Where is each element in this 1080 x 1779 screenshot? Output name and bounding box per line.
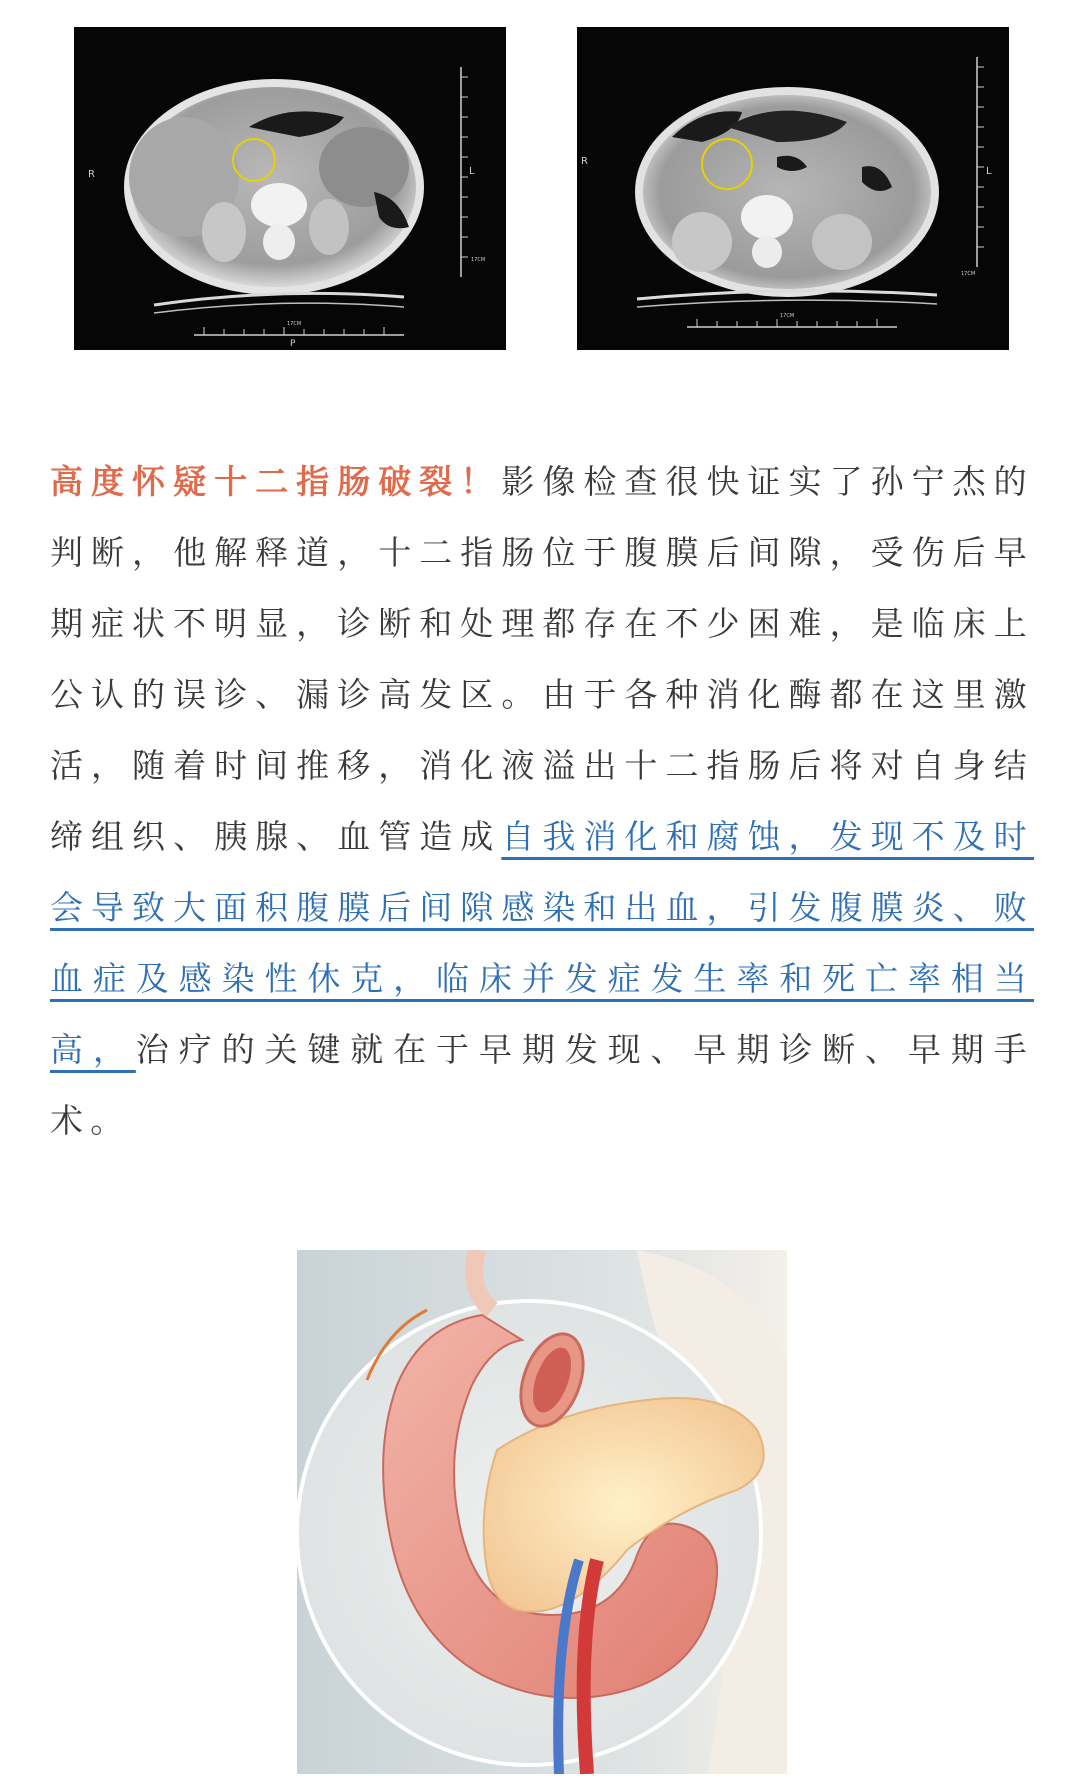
ct-label-right: R: [581, 156, 588, 167]
ct-scan-image-2: [577, 27, 1009, 350]
ct-label-right: R: [88, 169, 95, 180]
ct-marker: P: [290, 339, 296, 349]
ct-scale-horizontal: 17CM: [780, 313, 795, 319]
duodenum-illustration: [297, 1250, 787, 1774]
ct-label-left: L: [986, 166, 992, 177]
ct-scale-vertical: 17CM: [961, 271, 976, 277]
lead-heading: 高度怀疑十二指肠破裂！: [50, 462, 502, 501]
body-text: 影像检查很快证实了孙宁杰的判断，他解释道，十二指肠位于腹膜后间隙，受伤后早期症状不明显，诊断和处理都存在不少困难，是临床上公认的误诊、漏诊高发区。由于各种消化酶都在这里激活，随着时间推移，消化液溢出十二指肠后将对自身结缔组织、胰腺、血管造成: [50, 462, 1034, 856]
ct-scale-horizontal: 17CM: [287, 321, 302, 327]
ct-scan-image-1: [74, 27, 506, 350]
highlighted-text: 自我消化和腐蚀，发现不及时会导致大面积腹膜后间隙感染和出血，引发腹膜炎、败血症及感染性休克，临床并发症发生率和死亡率相当高，: [50, 817, 1034, 1069]
body-text-end: 治疗的关键就在于早期发现、早期诊断、早期手术。: [50, 1030, 1034, 1140]
article-paragraph: [50, 446, 1034, 1156]
ct-label-left: L: [469, 166, 475, 177]
ct-scale-vertical: 17CM: [471, 257, 486, 263]
